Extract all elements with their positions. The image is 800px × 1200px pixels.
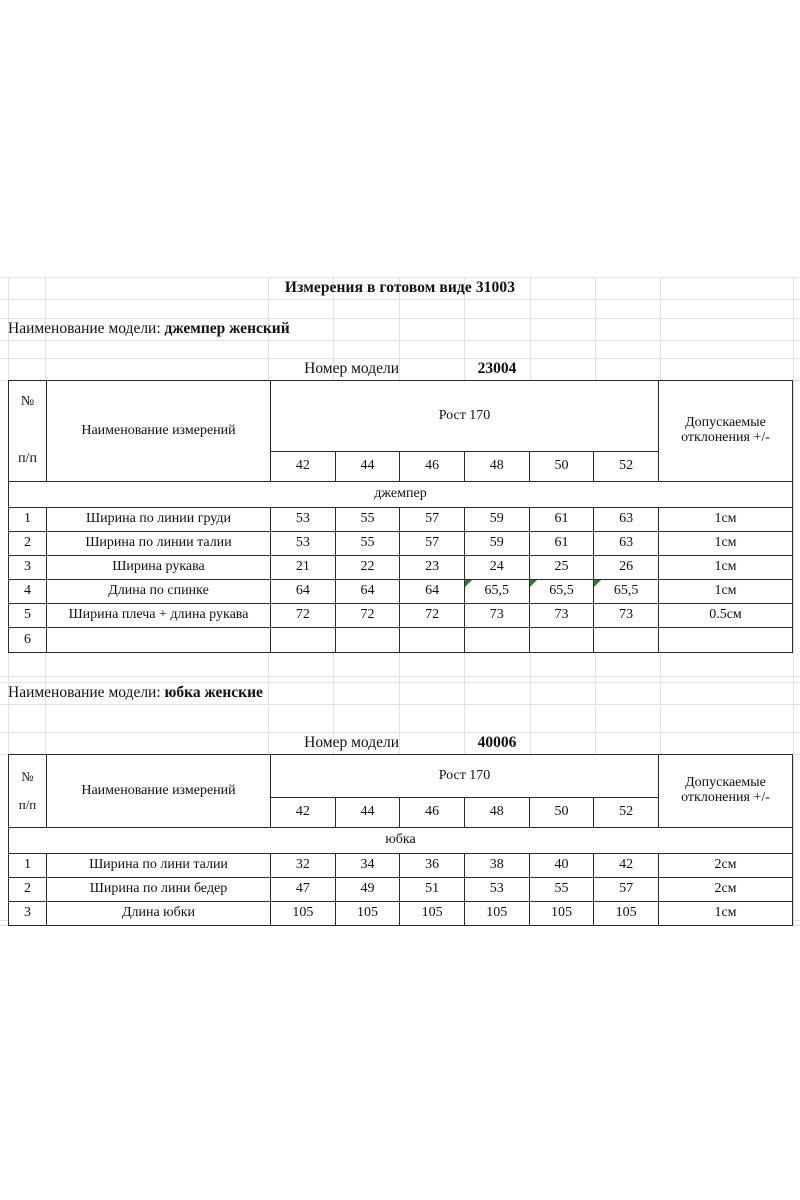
row-number-cell: 3 — [9, 902, 47, 926]
model-number-label-skirt: Номер модели — [304, 734, 399, 751]
value-cell: 53 — [271, 508, 336, 532]
table-row — [9, 604, 793, 628]
value-cell: 73 — [529, 604, 594, 628]
value-cell: 65,5 — [529, 580, 594, 604]
value-cell — [400, 628, 465, 653]
value-cell: 57 — [594, 878, 659, 902]
tolerance-cell: 0.5см — [659, 604, 793, 628]
value-cell: 64 — [335, 580, 400, 604]
tolerance-cell: 1см — [659, 508, 793, 532]
model-number-value-jumper: 23004 — [477, 360, 517, 377]
measurements-table-skirt — [8, 754, 793, 926]
size-header-cell: 48 — [464, 452, 529, 482]
row-name-cell: Ширина по лини талии — [47, 854, 271, 878]
table-header-row — [9, 755, 793, 798]
value-cell: 23 — [400, 556, 465, 580]
value-cell: 53 — [464, 878, 529, 902]
header-cell-tolerance: Допускаемые отклонения +/- — [659, 381, 793, 482]
row-number-cell: 1 — [9, 508, 47, 532]
header-cell-height-group: Рост 170 — [271, 381, 659, 452]
size-header-cell: 42 — [271, 798, 336, 828]
gridline-horizontal — [0, 676, 800, 677]
value-cell: 61 — [529, 532, 594, 556]
model-name-label-skirt: Наименование модели: — [8, 684, 161, 701]
value-cell: 105 — [464, 902, 529, 926]
table-row — [9, 628, 793, 653]
table-row — [9, 556, 793, 580]
tolerance-cell: 1см — [659, 556, 793, 580]
table-group-label-row — [9, 482, 793, 508]
model-name-row-jumper — [0, 318, 800, 340]
row-number-cell: 5 — [9, 604, 47, 628]
header-cell-height-group: Рост 170 — [271, 755, 659, 798]
value-cell: 55 — [335, 532, 400, 556]
model-number-label-jumper: Номер модели — [304, 360, 399, 377]
size-header-cell: 48 — [464, 798, 529, 828]
value-cell: 73 — [594, 604, 659, 628]
spreadsheet-canvas — [0, 277, 800, 925]
value-cell: 53 — [271, 532, 336, 556]
value-cell: 105 — [271, 902, 336, 926]
row-name-cell — [47, 628, 271, 653]
value-cell: 22 — [335, 556, 400, 580]
model-number-row-jumper — [0, 358, 800, 380]
value-cell: 36 — [400, 854, 465, 878]
table-row — [9, 902, 793, 926]
value-cell: 64 — [271, 580, 336, 604]
size-header-cell: 44 — [335, 798, 400, 828]
value-cell — [271, 628, 336, 653]
error-marker-icon — [594, 580, 601, 587]
tolerance-cell: 2см — [659, 878, 793, 902]
model-number-value-skirt: 40006 — [477, 734, 517, 751]
size-header-cell: 44 — [335, 452, 400, 482]
value-cell: 57 — [400, 532, 465, 556]
size-header-cell: 52 — [594, 452, 659, 482]
value-cell: 38 — [464, 854, 529, 878]
value-cell: 63 — [594, 532, 659, 556]
row-number-cell: 2 — [9, 878, 47, 902]
value-cell: 42 — [594, 854, 659, 878]
model-name-value-jumper: джемпер женский — [164, 320, 290, 337]
header-cell-tolerance: Допускаемые отклонения +/- — [659, 755, 793, 828]
value-cell: 105 — [594, 902, 659, 926]
model-name-value-skirt: юбка женские — [164, 684, 263, 701]
value-cell: 73 — [464, 604, 529, 628]
table-row — [9, 854, 793, 878]
model-name-row-skirt — [0, 682, 800, 704]
tolerance-cell: 1см — [659, 580, 793, 604]
document-title: Измерения в готовом виде 31003 — [284, 279, 516, 296]
value-cell: 65,5 — [594, 580, 659, 604]
value-cell: 61 — [529, 508, 594, 532]
value-cell: 26 — [594, 556, 659, 580]
value-cell: 47 — [271, 878, 336, 902]
table-header-row — [9, 381, 793, 452]
value-cell: 105 — [529, 902, 594, 926]
row-name-cell: Длина юбки — [47, 902, 271, 926]
tolerance-cell: 2см — [659, 854, 793, 878]
value-cell: 55 — [529, 878, 594, 902]
error-marker-icon — [465, 580, 472, 587]
row-name-cell: Ширина по лини бедер — [47, 878, 271, 902]
row-name-cell: Ширина рукава — [47, 556, 271, 580]
value-cell — [464, 628, 529, 653]
value-cell: 25 — [529, 556, 594, 580]
value-cell: 105 — [400, 902, 465, 926]
table-row — [9, 580, 793, 604]
value-cell: 40 — [529, 854, 594, 878]
header-cell-measurement-name: Наименование измерений — [47, 755, 271, 828]
size-header-cell: 42 — [271, 452, 336, 482]
model-number-row-skirt — [0, 732, 800, 754]
header-cell-number: № п/п — [9, 755, 47, 828]
value-cell: 57 — [400, 508, 465, 532]
row-number-cell: 4 — [9, 580, 47, 604]
tolerance-cell — [659, 628, 793, 653]
value-cell — [529, 628, 594, 653]
value-cell: 24 — [464, 556, 529, 580]
row-name-cell: Длина по спинке — [47, 580, 271, 604]
gridline-horizontal — [0, 704, 800, 705]
value-cell: 32 — [271, 854, 336, 878]
row-name-cell: Ширина по линии талии — [47, 532, 271, 556]
row-number-cell: 3 — [9, 556, 47, 580]
value-cell: 105 — [335, 902, 400, 926]
value-cell: 72 — [335, 604, 400, 628]
value-cell: 21 — [271, 556, 336, 580]
size-header-cell: 46 — [400, 798, 465, 828]
gridline-horizontal — [0, 299, 800, 300]
value-cell — [335, 628, 400, 653]
value-cell — [594, 628, 659, 653]
table-row — [9, 878, 793, 902]
row-number-cell: 2 — [9, 532, 47, 556]
row-name-cell: Ширина плеча + длина рукава — [47, 604, 271, 628]
row-number-cell: 1 — [9, 854, 47, 878]
size-header-cell: 50 — [529, 452, 594, 482]
tolerance-cell: 1см — [659, 532, 793, 556]
value-cell: 55 — [335, 508, 400, 532]
table-group-label-row — [9, 828, 793, 854]
value-cell: 59 — [464, 508, 529, 532]
size-header-cell: 52 — [594, 798, 659, 828]
value-cell: 72 — [271, 604, 336, 628]
header-cell-measurement-name: Наименование измерений — [47, 381, 271, 482]
size-header-cell: 50 — [529, 798, 594, 828]
value-cell: 59 — [464, 532, 529, 556]
value-cell: 65,5 — [464, 580, 529, 604]
gridline-horizontal — [0, 340, 800, 341]
value-cell: 63 — [594, 508, 659, 532]
table-row — [9, 532, 793, 556]
row-name-cell: Ширина по линии груди — [47, 508, 271, 532]
size-header-cell: 46 — [400, 452, 465, 482]
value-cell: 51 — [400, 878, 465, 902]
value-cell: 34 — [335, 854, 400, 878]
group-label-cell: юбка — [9, 828, 793, 854]
model-name-label-jumper: Наименование модели: — [8, 320, 161, 337]
value-cell: 72 — [400, 604, 465, 628]
measurements-table-jumper — [8, 380, 793, 653]
table-row — [9, 508, 793, 532]
value-cell: 64 — [400, 580, 465, 604]
group-label-cell: джемпер — [9, 482, 793, 508]
value-cell: 49 — [335, 878, 400, 902]
error-marker-icon — [530, 580, 537, 587]
row-number-cell: 6 — [9, 628, 47, 653]
tolerance-cell: 1см — [659, 902, 793, 926]
header-cell-number: № п/п — [9, 381, 47, 482]
